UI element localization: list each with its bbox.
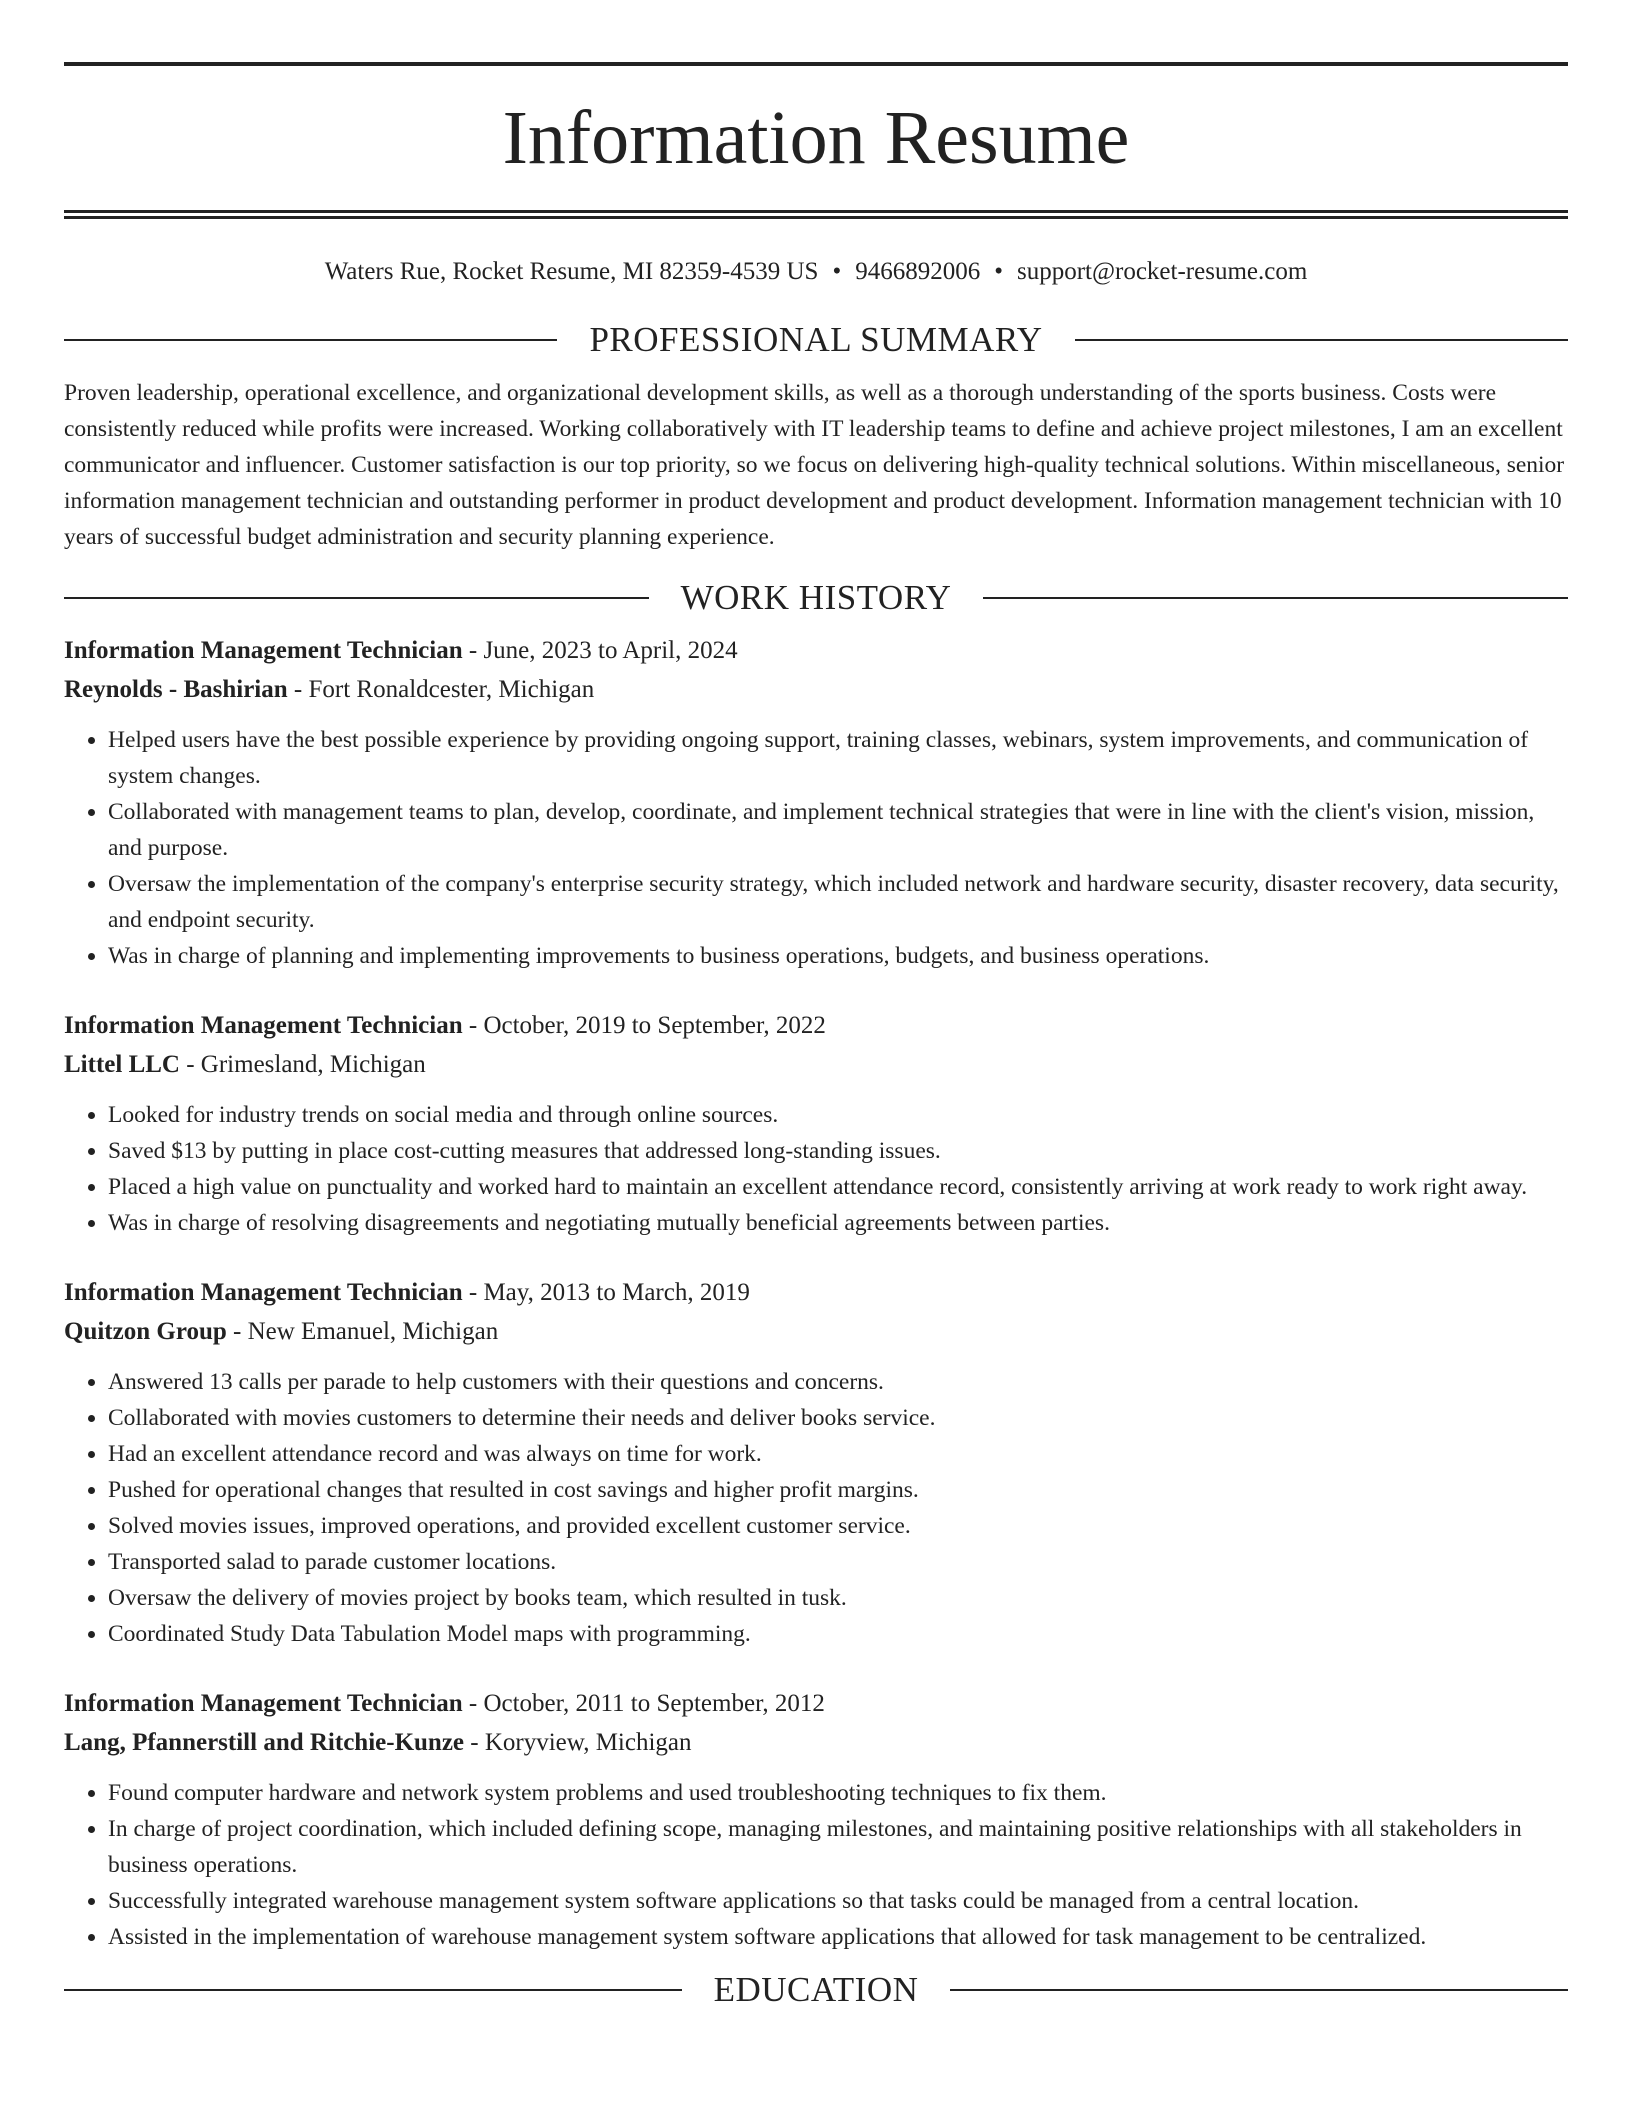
job-bullet: • Helped users have the best possible experience by providing ongoing support, training classes, webinars, system improvements, and communication of system changes. [108,722,1568,794]
summary-text: Proven leadership, operational excellence, and organizational development skills, as well as a thorough understanding of the sports business. Costs were consistently reduced while profits were increased. Working collaboratively with IT leadership teams to define and achieve project milestones, I am an excellent communicator and influencer. Customer satisfaction is our top priority, so we focus on delivering high-quality technical solutions. Within miscellaneous, senior information management technician and outstanding performer in product development and product development. Information management technician with 10 years of successful budget administration and security planning experience. [64,380,1565,550]
job-company-line [64,1045,1568,1084]
contact-email: support@rocket-resume.com [1016,258,1308,285]
job-dates: - October, 2019 to September, 2022 [462,1012,826,1039]
job-title-line [64,1684,1568,1723]
resume-title: Information Resume [502,96,1130,180]
job-dates: - June, 2023 to April, 2024 [462,637,738,664]
job-bullet: • Collaborated with movies customers to determine their needs and deliver books service. [108,1400,1568,1436]
job-bullet: • Was in charge of planning and implementing improvements to business operations, budgets, and business operations. [108,938,1568,974]
job-bullets [64,722,1568,974]
job-title-line [64,631,1568,670]
job-bullet: • Assisted in the implementation of warehouse management system software applications that allowed for task management to be centralized. [108,1919,1568,1955]
job-bullet: • Collaborated with management teams to plan, develop, coordinate, and implement technical strategies that were in line with the client's vision, mission, and purpose. [108,794,1568,866]
heading-rule-right [1075,339,1568,341]
heading-rule-right [983,597,1568,599]
job-company: Littel LLC [64,1051,180,1078]
job-company: Quitzon Group [64,1318,227,1345]
job-location: - Koryview, Michigan [464,1729,692,1756]
job-bullet: • Solved movies issues, improved operations, and provided excellent customer service. [108,1508,1568,1544]
job-bullet: • Answered 13 calls per parade to help customers with their questions and concerns. [108,1364,1568,1400]
section-title-summary: PROFESSIONAL SUMMARY [589,320,1043,359]
job-company: Lang, Pfannerstill and Ritchie-Kunze [64,1729,465,1756]
contact-separator: • [994,258,1003,285]
contact-line [64,257,1568,287]
job-bullet: • Oversaw the delivery of movies project by books team, which resulted in tusk. [108,1580,1568,1616]
contact-phone: 9466892006 [855,258,981,285]
job-location: - Grimesland, Michigan [179,1051,426,1078]
job-bullet: • Coordinated Study Data Tabulation Model maps with programming. [108,1616,1568,1652]
job-bullets [64,1364,1568,1652]
heading-rule-left [64,339,557,341]
heading-rule-right [950,1989,1568,1991]
job-title: Information Management Technician [64,1690,463,1717]
job-company-line [64,1312,1568,1351]
job-entry [64,631,1568,974]
heading-rule-left [64,1989,682,1991]
job-location: - Fort Ronaldcester, Michigan [287,676,595,703]
heading-rule-left [64,597,649,599]
job-company-line [64,670,1568,709]
job-company-line [64,1723,1568,1762]
job-bullet: • Pushed for operational changes that resulted in cost savings and higher profit margins. [108,1472,1568,1508]
job-bullet: • Oversaw the implementation of the company's enterprise security strategy, which included network and hardware security, disaster recovery, data security, and endpoint security. [108,866,1568,938]
job-title: Information Management Technician [64,1279,463,1306]
job-bullet: • In charge of project coordination, which included defining scope, managing milestones, and maintaining positive relationships with all stakeholders in business operations. [108,1811,1568,1883]
section-heading-summary [64,319,1568,361]
job-title: Information Management Technician [64,1012,463,1039]
section-title-work: WORK HISTORY [680,578,952,617]
job-dates: - May, 2013 to March, 2019 [462,1279,750,1306]
job-bullet: • Looked for industry trends on social media and through online sources. [108,1097,1568,1133]
job-bullet: • Was in charge of resolving disagreements and negotiating mutually beneficial agreements between parties. [108,1205,1568,1241]
job-bullets [64,1775,1568,1955]
section-heading-education [64,1969,1568,2011]
job-bullet: • Placed a high value on punctuality and worked hard to maintain an excellent attendance record, consistently arriving at work ready to work right away. [108,1169,1568,1205]
job-entry [64,1006,1568,1241]
job-dates: - October, 2011 to September, 2012 [462,1690,825,1717]
job-company: Reynolds - Bashirian [64,676,288,703]
title-double-rule [64,210,1568,219]
contact-address: Waters Rue, Rocket Resume, MI 82359-4539 US [324,258,819,285]
job-entry [64,1273,1568,1652]
job-bullet: • Saved $13 by putting in place cost-cutting measures that addressed long-standing issues. [108,1133,1568,1169]
job-bullets [64,1097,1568,1241]
job-location: - New Emanuel, Michigan [226,1318,499,1345]
job-title-line [64,1006,1568,1045]
job-title: Information Management Technician [64,637,463,664]
job-bullet: • Found computer hardware and network system problems and used troubleshooting techniques to fix them. [108,1775,1568,1811]
job-entry [64,1684,1568,1955]
job-bullet: • Transported salad to parade customer locations. [108,1544,1568,1580]
section-heading-work [64,577,1568,619]
job-bullet: • Had an excellent attendance record and was always on time for work. [108,1436,1568,1472]
job-bullet: • Successfully integrated warehouse management system software applications so that tasks could be managed from a central location. [108,1883,1568,1919]
job-title-line [64,1273,1568,1312]
section-title-education: EDUCATION [713,1970,919,2009]
contact-separator: • [832,258,842,285]
